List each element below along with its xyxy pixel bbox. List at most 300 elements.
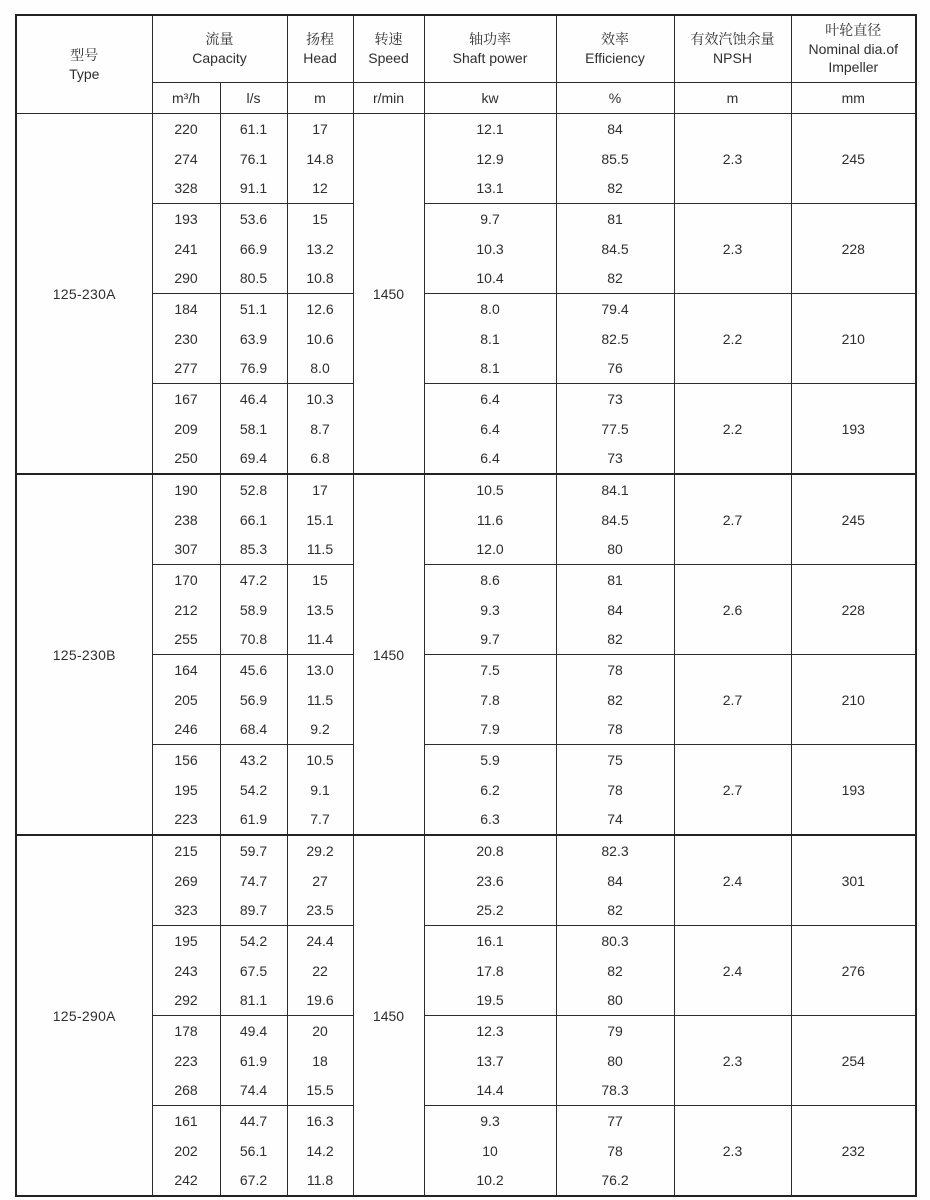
col-header-eff-zh: 效率 (601, 31, 629, 48)
value-line: 82 (607, 691, 623, 708)
capacity-m3h-cell (152, 474, 220, 565)
value-line: 307 (174, 541, 198, 558)
value-line: 82 (607, 270, 623, 287)
value-line: 277 (174, 360, 198, 377)
shaft-power-cell (424, 565, 556, 655)
value-line: 17 (312, 120, 328, 137)
col-header-speed-zh: 转速 (374, 31, 403, 48)
impeller-dia-cell: 228 (791, 565, 916, 655)
value-line: 80.5 (239, 270, 268, 287)
value-line: 78 (607, 721, 623, 738)
value-line: 49.4 (239, 1022, 268, 1039)
unit-ls: l/s (220, 83, 287, 114)
unit-shaft-kw: kw (424, 83, 556, 114)
value-line: 84.1 (601, 481, 629, 498)
impeller-dia-cell: 228 (791, 204, 916, 294)
value-line: 14.8 (306, 150, 334, 167)
col-header-capacity-zh: 流量 (205, 31, 234, 48)
value-line: 246 (174, 721, 198, 738)
value-line: 22 (312, 962, 328, 979)
value-line: 9.1 (310, 781, 330, 798)
value-line: 82 (607, 902, 623, 919)
capacity-m3h-cell (152, 926, 220, 1016)
head-cell (287, 204, 353, 294)
value-line: 5.9 (480, 751, 500, 768)
value-line: 14.4 (476, 1082, 504, 1099)
impeller-dia-cell: 193 (791, 384, 916, 475)
value-line: 205 (174, 691, 198, 708)
speed-cell: 1450 (353, 474, 424, 835)
head-cell (287, 294, 353, 384)
value-line: 13.2 (306, 240, 334, 257)
value-line: 80 (607, 541, 623, 558)
value-line: 82.3 (601, 842, 629, 859)
efficiency-cell (556, 565, 674, 655)
value-line: 10.4 (476, 270, 504, 287)
efficiency-cell (556, 745, 674, 836)
npsh-cell: 2.7 (674, 655, 791, 745)
value-line: 12.3 (476, 1022, 504, 1039)
efficiency-cell (556, 1016, 674, 1106)
value-line: 290 (174, 270, 198, 287)
value-line: 209 (174, 420, 198, 437)
value-line: 91.1 (239, 180, 268, 197)
value-line: 74.7 (239, 872, 268, 889)
col-header-head-zh: 扬程 (306, 31, 334, 48)
col-header-type (16, 15, 152, 114)
col-header-speed (353, 15, 424, 83)
npsh-cell: 2.3 (674, 1106, 791, 1197)
value-line: 53.6 (239, 210, 268, 227)
value-line: 69.4 (239, 450, 268, 467)
value-line: 80 (607, 1052, 623, 1069)
value-line: 242 (174, 1172, 198, 1189)
value-line: 70.8 (239, 631, 268, 648)
col-header-shaft-zh: 轴功率 (469, 31, 511, 48)
value-line: 61.1 (239, 120, 268, 137)
value-line: 6.2 (480, 781, 500, 798)
npsh-cell: 2.6 (674, 565, 791, 655)
value-line: 56.9 (239, 691, 268, 708)
efficiency-cell (556, 926, 674, 1016)
value-line: 82 (607, 180, 623, 197)
value-line: 10.6 (306, 330, 334, 347)
col-header-dia-en: Nominal dia.of Impeller (808, 40, 898, 76)
value-line: 80 (607, 992, 623, 1009)
value-line: 19.5 (476, 992, 504, 1009)
value-line: 23.5 (306, 902, 334, 919)
value-line: 20 (312, 1022, 328, 1039)
col-header-efficiency (556, 15, 674, 83)
value-line: 6.4 (480, 450, 500, 467)
col-header-capacity (152, 15, 287, 83)
value-line: 202 (174, 1142, 198, 1159)
value-line: 73 (607, 390, 623, 407)
value-line: 193 (174, 210, 198, 227)
value-line: 268 (174, 1082, 198, 1099)
value-line: 78.3 (601, 1082, 629, 1099)
value-line: 212 (174, 601, 198, 618)
value-line: 11.5 (306, 691, 334, 708)
value-line: 215 (174, 842, 198, 859)
value-line: 14.2 (306, 1142, 334, 1159)
head-cell (287, 1106, 353, 1197)
efficiency-cell (556, 1106, 674, 1197)
value-line: 81.1 (239, 992, 268, 1009)
col-header-head-en: Head (303, 50, 337, 66)
efficiency-cell (556, 114, 674, 204)
value-line: 9.7 (480, 631, 500, 648)
value-line: 59.7 (239, 842, 268, 859)
efficiency-cell (556, 204, 674, 294)
value-line: 11.4 (306, 631, 334, 648)
capacity-m3h-cell (152, 114, 220, 204)
value-line: 13.1 (476, 180, 504, 197)
capacity-ls-cell (220, 384, 287, 475)
unit-head-m: m (287, 83, 353, 114)
value-line: 274 (174, 150, 198, 167)
capacity-ls-cell (220, 1106, 287, 1197)
npsh-cell: 2.4 (674, 835, 791, 926)
value-line: 74 (607, 811, 623, 828)
col-header-npsh (674, 15, 791, 83)
shaft-power-cell (424, 114, 556, 204)
value-line: 255 (174, 631, 198, 648)
efficiency-cell (556, 294, 674, 384)
value-line: 7.5 (480, 661, 500, 678)
value-line: 10.2 (476, 1172, 504, 1189)
value-line: 51.1 (239, 300, 268, 317)
value-line: 84 (607, 601, 623, 618)
value-line: 6.3 (480, 811, 500, 828)
capacity-ls-cell (220, 294, 287, 384)
value-line: 184 (174, 300, 198, 317)
value-line: 76.1 (239, 150, 268, 167)
unit-npsh-m: m (674, 83, 791, 114)
value-line: 58.1 (239, 420, 268, 437)
value-line: 84.5 (601, 511, 629, 528)
value-line: 8.0 (480, 300, 500, 317)
unit-speed-rmin: r/min (353, 83, 424, 114)
value-line: 250 (174, 450, 198, 467)
head-cell (287, 926, 353, 1016)
capacity-m3h-cell (152, 384, 220, 475)
value-line: 6.4 (480, 420, 500, 437)
unit-eff-pct: % (556, 83, 674, 114)
pump-type-cell: 125-230A (16, 114, 152, 475)
value-line: 12.1 (476, 120, 504, 137)
col-header-shaft-en: Shaft power (452, 50, 528, 66)
impeller-dia-cell: 193 (791, 745, 916, 836)
value-line: 230 (174, 330, 198, 347)
head-cell (287, 835, 353, 926)
impeller-dia-cell: 210 (791, 294, 916, 384)
npsh-cell: 2.3 (674, 1016, 791, 1106)
value-line: 8.6 (480, 571, 500, 588)
value-line: 20.8 (476, 842, 504, 859)
value-line: 8.0 (310, 360, 330, 377)
value-line: 8.1 (480, 330, 500, 347)
value-line: 223 (174, 1052, 198, 1069)
value-line: 18 (312, 1052, 328, 1069)
impeller-dia-cell: 254 (791, 1016, 916, 1106)
head-cell (287, 1016, 353, 1106)
capacity-ls-cell (220, 745, 287, 836)
value-line: 11.8 (306, 1172, 334, 1189)
capacity-m3h-cell (152, 565, 220, 655)
value-line: 74.4 (239, 1082, 268, 1099)
pump-type-cell: 125-230B (16, 474, 152, 835)
value-line: 63.9 (239, 330, 268, 347)
value-line: 10.3 (476, 240, 504, 257)
value-line: 85.3 (239, 541, 268, 558)
impeller-dia-cell: 210 (791, 655, 916, 745)
value-line: 84 (607, 120, 623, 137)
capacity-m3h-cell (152, 294, 220, 384)
head-cell (287, 384, 353, 475)
capacity-ls-cell (220, 114, 287, 204)
value-line: 161 (174, 1112, 198, 1129)
table-row (16, 835, 916, 926)
value-line: 6.4 (480, 390, 500, 407)
value-line: 15.5 (306, 1082, 334, 1099)
col-header-dia-zh: 叶轮直径 (825, 21, 882, 38)
value-line: 11.5 (306, 541, 334, 558)
value-line: 67.5 (239, 962, 268, 979)
value-line: 84.5 (601, 240, 629, 257)
value-line: 61.9 (239, 1052, 268, 1069)
value-line: 10 (482, 1142, 498, 1159)
impeller-dia-cell: 301 (791, 835, 916, 926)
efficiency-cell (556, 655, 674, 745)
value-line: 6.8 (310, 450, 330, 467)
pump-type-cell: 125-290A (16, 835, 152, 1196)
value-line: 323 (174, 902, 198, 919)
npsh-cell: 2.4 (674, 926, 791, 1016)
impeller-dia-cell: 245 (791, 114, 916, 204)
value-line: 54.2 (239, 932, 268, 949)
capacity-m3h-cell (152, 1106, 220, 1197)
value-line: 164 (174, 661, 198, 678)
capacity-ls-cell (220, 835, 287, 926)
value-line: 25.2 (476, 902, 504, 919)
value-line: 13.5 (306, 601, 334, 618)
value-line: 7.7 (310, 811, 330, 828)
value-line: 178 (174, 1022, 198, 1039)
impeller-dia-cell: 245 (791, 474, 916, 565)
value-line: 24.4 (306, 932, 334, 949)
value-line: 195 (174, 932, 198, 949)
value-line: 190 (174, 481, 198, 498)
value-line: 15.1 (306, 511, 334, 528)
value-line: 68.4 (239, 721, 268, 738)
col-header-speed-en: Speed (368, 50, 409, 66)
value-line: 241 (174, 240, 198, 257)
shaft-power-cell (424, 384, 556, 475)
value-line: 8.7 (310, 420, 330, 437)
col-header-impeller-dia (791, 15, 916, 83)
pump-spec-table (15, 14, 917, 1197)
col-header-npsh-zh: 有效汽蚀余量 (690, 31, 775, 48)
value-line: 12 (312, 180, 328, 197)
head-cell (287, 565, 353, 655)
value-line: 12.6 (306, 300, 334, 317)
head-cell (287, 745, 353, 836)
table-row (16, 114, 916, 204)
value-line: 66.9 (239, 240, 268, 257)
npsh-cell: 2.2 (674, 384, 791, 475)
value-line: 12.0 (476, 541, 504, 558)
value-line: 10.5 (306, 751, 334, 768)
value-line: 58.9 (239, 601, 268, 618)
value-line: 17.8 (476, 962, 504, 979)
capacity-m3h-cell (152, 204, 220, 294)
col-header-type-en: Type (69, 65, 100, 82)
value-line: 85.5 (601, 150, 629, 167)
value-line: 82 (607, 962, 623, 979)
value-line: 9.3 (480, 601, 500, 618)
value-line: 27 (312, 872, 328, 889)
value-line: 328 (174, 180, 198, 197)
value-line: 79 (607, 1022, 623, 1039)
value-line: 156 (174, 751, 198, 768)
shaft-power-cell (424, 1016, 556, 1106)
value-line: 79.4 (601, 300, 629, 317)
value-line: 77.5 (601, 420, 629, 437)
shaft-power-cell (424, 474, 556, 565)
value-line: 17 (312, 481, 328, 498)
value-line: 44.7 (239, 1112, 268, 1129)
col-header-type-zh: 型号 (70, 46, 99, 63)
value-line: 81 (607, 571, 623, 588)
capacity-m3h-cell (152, 1016, 220, 1106)
value-line: 12.9 (476, 150, 504, 167)
value-line: 84 (607, 872, 623, 889)
value-line: 9.2 (310, 721, 330, 738)
value-line: 8.1 (480, 360, 500, 377)
value-line: 89.7 (239, 902, 268, 919)
value-line: 220 (174, 120, 198, 137)
value-line: 23.6 (476, 872, 504, 889)
shaft-power-cell (424, 655, 556, 745)
value-line: 19.6 (306, 992, 334, 1009)
value-line: 170 (174, 571, 198, 588)
value-line: 10.3 (306, 390, 334, 407)
value-line: 195 (174, 781, 198, 798)
value-line: 16.3 (306, 1112, 334, 1129)
value-line: 16.1 (476, 932, 504, 949)
value-line: 80.3 (601, 932, 629, 949)
capacity-m3h-cell (152, 745, 220, 836)
col-header-head (287, 15, 353, 83)
value-line: 46.4 (239, 390, 268, 407)
value-line: 82 (607, 631, 623, 648)
value-line: 223 (174, 811, 198, 828)
capacity-ls-cell (220, 565, 287, 655)
value-line: 13.7 (476, 1052, 504, 1069)
shaft-power-cell (424, 204, 556, 294)
value-line: 7.9 (480, 721, 500, 738)
capacity-ls-cell (220, 204, 287, 294)
value-line: 7.8 (480, 691, 500, 708)
value-line: 67.2 (239, 1172, 268, 1189)
value-line: 13.0 (306, 661, 334, 678)
col-header-shaft-power (424, 15, 556, 83)
value-line: 45.6 (239, 661, 268, 678)
col-header-eff-en: Efficiency (585, 50, 645, 66)
value-line: 76.2 (601, 1172, 629, 1189)
value-line: 73 (607, 450, 623, 467)
capacity-ls-cell (220, 474, 287, 565)
value-line: 61.9 (239, 811, 268, 828)
head-cell (287, 114, 353, 204)
value-line: 43.2 (239, 751, 268, 768)
npsh-cell: 2.3 (674, 114, 791, 204)
capacity-ls-cell (220, 655, 287, 745)
head-cell (287, 474, 353, 565)
value-line: 76 (607, 360, 623, 377)
value-line: 15 (312, 571, 328, 588)
value-line: 78 (607, 781, 623, 798)
speed-cell: 1450 (353, 835, 424, 1196)
value-line: 11.6 (476, 511, 504, 528)
value-line: 78 (607, 1142, 623, 1159)
efficiency-cell (556, 835, 674, 926)
unit-dia-mm: mm (791, 83, 916, 114)
shaft-power-cell (424, 745, 556, 836)
capacity-m3h-cell (152, 835, 220, 926)
shaft-power-cell (424, 926, 556, 1016)
value-line: 9.3 (480, 1112, 500, 1129)
impeller-dia-cell: 232 (791, 1106, 916, 1197)
value-line: 54.2 (239, 781, 268, 798)
capacity-ls-cell (220, 926, 287, 1016)
npsh-cell: 2.7 (674, 474, 791, 565)
capacity-ls-cell (220, 1016, 287, 1106)
head-cell (287, 655, 353, 745)
value-line: 52.8 (239, 481, 268, 498)
value-line: 15 (312, 210, 328, 227)
value-line: 238 (174, 511, 198, 528)
table-row (16, 474, 916, 565)
value-line: 78 (607, 661, 623, 678)
value-line: 76.9 (239, 360, 268, 377)
efficiency-cell (556, 384, 674, 475)
value-line: 47.2 (239, 571, 268, 588)
npsh-cell: 2.2 (674, 294, 791, 384)
npsh-cell: 2.7 (674, 745, 791, 836)
npsh-cell: 2.3 (674, 204, 791, 294)
value-line: 167 (174, 390, 198, 407)
value-line: 75 (607, 751, 623, 768)
value-line: 66.1 (239, 511, 268, 528)
value-line: 269 (174, 872, 198, 889)
unit-m3h: m³/h (152, 83, 220, 114)
value-line: 56.1 (239, 1142, 268, 1159)
value-line: 29.2 (306, 842, 334, 859)
capacity-m3h-cell (152, 655, 220, 745)
value-line: 243 (174, 962, 198, 979)
shaft-power-cell (424, 1106, 556, 1197)
value-line: 81 (607, 210, 623, 227)
efficiency-cell (556, 474, 674, 565)
value-line: 9.7 (480, 210, 500, 227)
value-line: 77 (607, 1112, 623, 1129)
value-line: 82.5 (601, 330, 629, 347)
value-line: 292 (174, 992, 198, 1009)
shaft-power-cell (424, 294, 556, 384)
shaft-power-cell (424, 835, 556, 926)
